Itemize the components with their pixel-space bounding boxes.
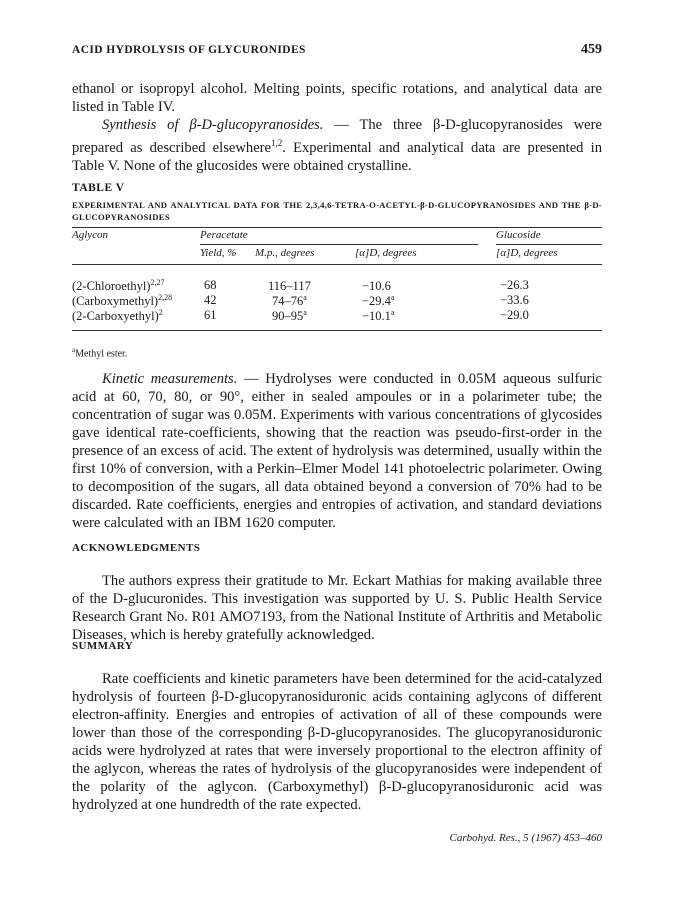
acknowledgments-section (72, 572, 602, 644)
table-caption: TABLE V (72, 182, 125, 194)
table-header-rule (72, 264, 602, 265)
cell-aglycon: (Carboxymethyl) (72, 294, 159, 309)
footnote-text: Methyl ester. (75, 348, 128, 360)
kinetic-paragraph (72, 370, 602, 532)
header-aglycon: Aglycon (72, 229, 109, 241)
cell-rotation-note: a (390, 308, 395, 317)
cell-mp: 116–117 (268, 279, 311, 294)
acknowledgments-body: The authors express their gratitude to Mr. Eckart Mathias for making available three of the D-glucuronides. This investigation was supported by U. S. Public Health Service Research Grant No. R01 AMO7193, from the National Institute of Arthritis and Metabolic Diseases, which is hereby gratefully acknowledged. (72, 573, 602, 643)
cell-yield: 42 (204, 293, 217, 307)
cell-rotation-glucoside: −26.3 (500, 278, 529, 292)
synthesis-heading: Synthesis of β-D-glucopyranosides. (102, 117, 324, 133)
kinetic-body: Hydrolyses were conducted in 0.05M aqueous sulfuric acid at 60, 70, 80, or 90°, either in sealed ampoules or in a polarimeter tube; the concentration of sugar was 0.05M. Experiments with various concentrations of glycosides gave identical rate-coefficients, showing that the reaction was pseudo-first-order in the presence of an excess of acid. The extent of hydrolysis was determined, usually within the first 10% of conversion, with a Perkin–Elmer Model 141 photoelectric polarimeter. Owing to decomposition of the sugars, all data obtained beyond a conversion of 70% had to be discarded. Rate coefficients, energies and entropies of activation, and standard deviations were calculated with an IBM 1620 computer. (72, 371, 603, 531)
header-peracetate: Peracetate (200, 229, 248, 241)
acknowledgments-heading: ACKNOWLEDGMENTS (72, 542, 201, 554)
running-head (72, 44, 602, 62)
cell-mp: 74–76 (272, 294, 304, 309)
kinetic-section (72, 370, 602, 532)
cell-rotation-glucoside: −33.6 (500, 293, 529, 307)
journal-page (72, 0, 602, 912)
cell-mp-note: a (303, 308, 307, 317)
cell-aglycon-refs: 2 (158, 308, 163, 317)
glucoside-rule (496, 244, 602, 245)
header-rotation-glucoside: [α]D, degrees (496, 247, 558, 259)
synthesis-refs: 1,2 (271, 138, 283, 148)
synthesis-body-b: . Experimental and analytical data are presented in Table V. None of the glucosides were obtained crystalline. (72, 139, 602, 174)
peracetate-rule (200, 244, 478, 245)
header-mp: M.p., degrees (255, 247, 315, 259)
methods-block (72, 80, 602, 175)
page-number: 459 (581, 42, 602, 57)
footnote-mark: a (72, 346, 76, 354)
cell-aglycon-refs: 2,28 (158, 293, 173, 302)
synthesis-body-a: The three β-D-glucopyranosides were prepared as described elsewhere (72, 117, 602, 156)
header-glucoside: Glucoside (496, 229, 541, 241)
cell-mp-note: a (303, 293, 307, 302)
header-yield: Yield, % (200, 247, 237, 259)
cell-mp: 90–95 (272, 309, 304, 324)
summary-body: Rate coefficients and kinetic parameters have been determined for the acid-catalyzed hydrolysis of fourteen β-D-glucopyranosiduronic acids containing aglycons of different electron-affinity. Energies and entropies of activation of all of these compounds were lower than those of the corresponding β-D-glucopyranosides. The glucopyranosiduronic acids were hydrolyzed at rates that were inversely proportional to the electron affinity of the aglycon, whereas the rates of hydrolysis of the glucopyranosides were independent of the polarity of the aglycon. (Carboxymethyl) β-D-glucopyranosiduronic acid was hydrolyzed at one hundredth of the rate expected. (72, 671, 602, 813)
kinetic-heading: Kinetic measurements. (102, 371, 238, 387)
summary-section (72, 670, 602, 814)
cell-rotation-peracetate: −29.4 (362, 294, 391, 309)
cell-rotation-peracetate: −10.6 (362, 279, 391, 294)
synthesis-dash: — (323, 117, 360, 133)
kinetic-dash: — (237, 371, 266, 387)
table-description: EXPERIMENTAL AND ANALYTICAL DATA FOR THE 2,3,4,6-TETRA-O-ACETYL-β-D-GLUCOPYRANOSIDES AND THE β-D-GLUCOPYRANOSIDES (72, 200, 602, 222)
intro-paragraph: ethanol or isopropyl alcohol. Melting points, specific rotations, and analytical data are listed in Table IV. (72, 81, 602, 115)
cell-aglycon: (2-Chloroethyl) (72, 279, 151, 294)
table-top-rule (72, 227, 602, 228)
cell-rotation-note: a (390, 293, 395, 302)
cell-rotation-glucoside: −29.0 (500, 308, 529, 322)
cell-aglycon-refs: 2,27 (150, 278, 165, 287)
cell-aglycon: (2-Carboxyethyl) (72, 309, 159, 324)
table-bottom-rule (72, 330, 602, 331)
table-footnote (72, 346, 127, 359)
cell-yield: 68 (204, 278, 217, 292)
summary-heading: SUMMARY (72, 640, 134, 652)
header-rotation-peracetate: [α]D, degrees (355, 247, 417, 259)
cell-yield: 61 (204, 308, 217, 322)
running-head-title: ACID HYDROLYSIS OF GLYCURONIDES (72, 44, 306, 56)
synthesis-paragraph (72, 116, 602, 175)
journal-citation: Carbohyd. Res., 5 (1967) 453–460 (449, 832, 602, 844)
cell-rotation-peracetate: −10.1 (362, 309, 391, 324)
